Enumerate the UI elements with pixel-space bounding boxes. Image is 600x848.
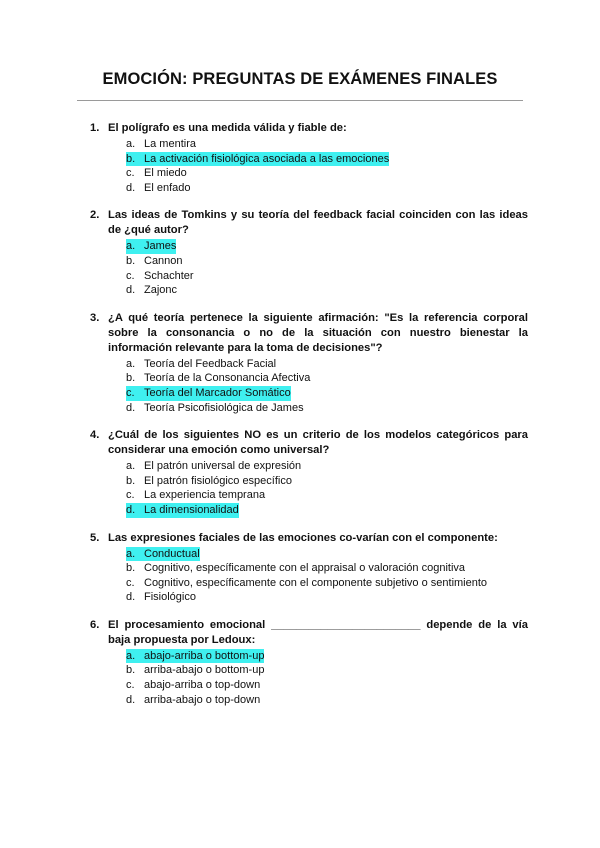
answer-option [126,283,528,298]
option-text: Cannon [144,254,183,267]
option-letter: c. [126,489,135,502]
answer-option [126,401,528,416]
option-text: La activación fisiológica asociada a las emociones [144,152,390,165]
question-5 [90,531,528,605]
option-letter: d. [126,181,136,194]
option-text: Cognitivo, específicamente con el appraisal o valoración cognitiva [144,562,466,575]
option-text: El enfado [144,181,191,194]
answer-option [126,590,528,605]
page-title: EMOCIÓN: PREGUNTAS DE EXÁMENES FINALES [102,70,498,88]
question-number: 5. [90,531,100,544]
option-letter: b. [126,664,136,677]
option-text: La dimensionalidad [144,503,239,516]
option-letter: c. [126,576,135,589]
answer-option [126,166,528,181]
option-letter: b. [126,562,136,575]
answer-option [126,137,528,152]
option-letter: b. [126,372,136,385]
question-number: 4. [90,429,100,442]
option-text: Teoría de la Consonancia Afectiva [144,372,311,385]
option-text: Conductual [144,547,200,560]
question-number: 1. [90,122,100,134]
option-text: Cognitivo, específicamente con el componente subjetivo o sentimiento [144,576,488,589]
option-letter: c. [126,679,135,692]
option-letter: c. [126,269,135,282]
option-text: Teoría del Feedback Facial [144,357,277,370]
answer-option [126,547,528,562]
option-letter: d. [126,693,136,706]
option-letter: d. [126,401,136,414]
option-text: El miedo [144,167,187,180]
title-divider [77,100,523,101]
question-text: ¿A qué teoría pertenece la siguiente afirmación: "Es la referencia corporal sobre la consonancia o no de la situación con nuestro bienestar la información relevante para la toma de decisiones"? [108,311,528,354]
option-text: El patrón universal de expresión [144,460,302,473]
option-letter: d. [126,503,144,518]
answer-option [126,152,528,167]
answer-option [126,649,528,664]
option-text: Teoría Psicofisiológica de James [144,401,304,414]
answer-option [126,357,528,372]
option-text: Zajonc [144,284,178,297]
answer-options [126,459,528,517]
answer-options [126,649,528,707]
option-text: El patrón fisiológico específico [144,474,292,487]
question-text: Las expresiones faciales de las emociones co-varían con el componente: [108,531,498,544]
question-text: ¿Cuál de los siguientes NO es un criterio de los modelos categóricos para considerar una emoción como universal? [108,429,528,457]
option-letter: c. [126,386,144,401]
answer-options [126,239,528,297]
option-text: La mentira [144,138,196,150]
answer-option [126,663,528,678]
answer-option [126,488,528,503]
question-number: 3. [90,311,100,324]
answer-option [126,503,528,518]
option-text: Fisiológico [144,591,196,604]
option-letter: c. [126,167,135,180]
question-3 [90,311,528,415]
answer-option [126,371,528,386]
answer-option [126,561,528,576]
option-text: James [144,240,177,253]
option-text: arriba-abajo o bottom-up [144,664,265,677]
question-number: 2. [90,209,100,222]
option-letter: a. [126,239,144,254]
question-number: 6. [90,618,100,631]
option-text: abajo-arriba o bottom-up [144,649,265,662]
question-list [90,121,528,720]
question-text: El polígrafo es una medida válida y fiable de: [108,122,347,134]
option-letter: b. [126,254,136,267]
option-text: La experiencia temprana [144,489,266,502]
option-letter: a. [126,547,144,562]
answer-option [126,239,528,254]
option-text: arriba-abajo o top-down [144,693,261,706]
option-text: Teoría del Marcador Somático [144,386,291,399]
question-6 [90,618,528,707]
option-letter: a. [126,357,136,370]
question-text: Las ideas de Tomkins y su teoría del feedback facial coinciden con las ideas de ¿qué autor? [108,209,528,237]
option-letter: d. [126,591,136,604]
answer-options [126,357,528,415]
question-2 [90,208,528,297]
answer-option [126,693,528,708]
answer-option [126,576,528,591]
answer-option [126,678,528,693]
answer-option [126,181,528,196]
option-letter: a. [126,138,136,150]
answer-option [126,386,528,401]
option-text: abajo-arriba o top-down [144,679,261,692]
option-text: Schachter [144,269,194,282]
option-letter: a. [126,460,136,473]
option-letter: a. [126,649,144,664]
answer-option [126,269,528,284]
question-text: El procesamiento emocional ________________________ depende de la vía baja propuesta por Ledoux: [108,618,528,646]
answer-options [126,547,528,605]
question-4 [90,428,528,517]
option-letter: d. [126,284,136,297]
answer-option [126,474,528,489]
answer-option [126,254,528,269]
answer-option [126,459,528,474]
question-1 [90,121,528,195]
answer-options [126,137,528,195]
option-letter: b. [126,152,144,167]
option-letter: b. [126,474,136,487]
